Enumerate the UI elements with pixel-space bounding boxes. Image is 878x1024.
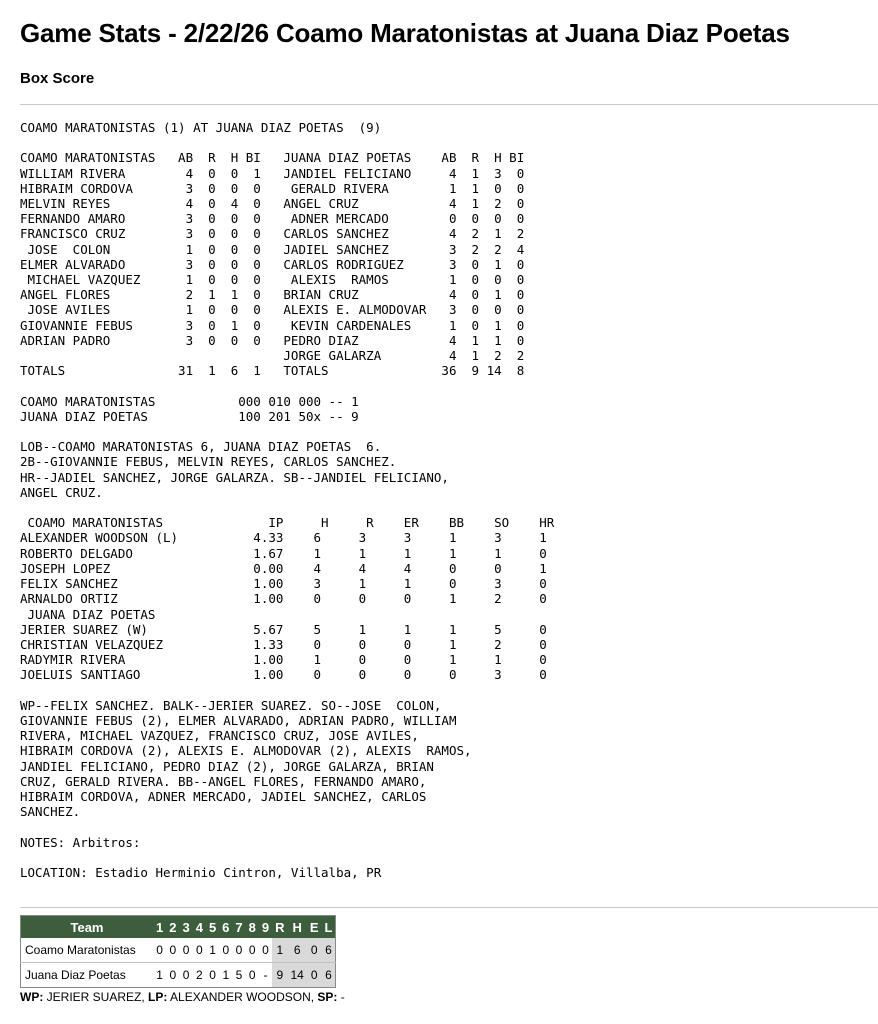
inning-score: 2 (195, 968, 203, 982)
divider (20, 907, 878, 908)
errors-total: 0 (307, 963, 322, 988)
errors-total: 0 (307, 938, 322, 963)
header-inning: 2 (166, 916, 179, 939)
header-inning: 5 (206, 916, 219, 939)
inning-score: - (263, 968, 268, 982)
inning-score: 0 (219, 938, 232, 963)
inning-score: 0 (182, 968, 190, 982)
inning-score: 1 (206, 938, 219, 963)
linescore-table (20, 915, 336, 988)
team-name: Juana Diaz Poetas (25, 968, 126, 982)
saving-pitcher: - (340, 990, 345, 1004)
inning-score: 0 (246, 938, 259, 963)
runs-total: 9 (272, 963, 287, 988)
header-inning: 4 (193, 916, 206, 939)
inning-score: 0 (232, 938, 245, 963)
lp-label: LP: (148, 990, 168, 1004)
pitcher-decisions (20, 990, 345, 1004)
box-score-text: COAMO MARATONISTAS (1) AT JUANA DIAZ POETAS (9) COAMO MARATONISTAS AB R H BI JUANA DIAZ POETAS AB R H BI WILLIAM RIVERA 4 0 0 1 JANDIEL FELICIANO 4 1 3 0 HIBRAIM CORDOVA 3 0 0 0 GERALD RIVERA 1 1 0 0 MELVIN REYES 4 0 4 0 ANGEL CRUZ 4 1 2 0 FERNANDO AMARO 3 0 0 0 ADNER MERCADO 0 0 0 0 FRANCISCO CRUZ 3 0 0 0 CARLOS SANCHEZ 4 2 1 2 JOSE COLON 1 0 0 0 JADIEL SANCHEZ 3 2 2 4 ELMER ALVARADO 3 0 0 0 CARLOS RODRIGUEZ 3 0 1 0 MICHAEL VAZQUEZ 1 0 0 0 ALEXIS RAMOS 1 0 0 0 ANGEL FLORES 2 1 1 0 BRIAN CRUZ 4 0 1 0 JOSE AVILES 1 0 0 0 ALEXIS E. ALMODOVAR 3 0 0 0 GIOVANNIE FEBUS 3 0 1 0 KEVIN CARDENALES 1 0 1 0 ADRIAN PADRO 3 0 0 0 PEDRO DIAZ 4 1 1 0 JORGE GALARZA 4 1 2 2 TOTALS 31 1 6 1 TOTALS 36 9 14 8 COAMO MARATONISTAS 000 010 000 -- 1 JUANA DIAZ POETAS 100 201 50x -- 9 LOB--COAMO MARATONISTAS 6, JUANA DIAZ POETAS 6. 2B--GIOVANNIE FEBUS, MELVIN REYES, CARLOS SANCHEZ. HR--JADIEL SANCHEZ, JORGE GALARZA. SB--JANDIEL FELICIANO, ANGEL CRUZ. COAMO MARATONISTAS IP H R ER BB SO HR ALEXANDER WOODSON (L) 4.33 6 3 3 1 3 1 ROBERTO DELGADO 1.67 1 1 1 1 1 0 JOSEPH LOPEZ 0.00 4 4 4 0 0 1 FELIX SANCHEZ 1.00 3 1 1 0 3 0 ARNALDO ORTIZ 1.00 0 0 0 1 2 0 JUANA DIAZ POETAS JERIER SUAREZ (W) 5.67 5 1 1 1 5 0 CHRISTIAN VELAZQUEZ 1.33 0 0 0 1 2 0 RADYMIR RIVERA 1.00 1 0 0 1 1 0 JOELUIS SANTIAGO 1.00 0 0 0 0 3 0 WP--FELIX SANCHEZ. BALK--JERIER SUAREZ. SO--JOSE COLON, GIOVANNIE FEBUS (2), ELMER ALVARADO, ADRIAN PADRO, WILLIAM RIVERA, MICHAEL VAZQUEZ, FRANCISCO CRUZ, JOSE AVILES, HIBRAIM CORDOVA (2), ALEXIS E. ALMODOVAR (2), ALEXIS RAMOS, JANDIEL FELICIANO, PEDRO DIAZ (2), JORGE GALARZA, BRIAN CRUZ, GERALD RIVERA. BB--ANGEL FLORES, FERNANDO AMARO, HIBRAIM CORDOVA, ADNER MERCADO, JADIEL SANCHEZ, CARLOS SANCHEZ. NOTES: Arbitros: LOCATION: Estadio Herminio Cintron, Villalba, PR (20, 120, 555, 880)
inning-score: 0 (179, 938, 192, 963)
header-errors: E (307, 916, 322, 939)
lob-total: 6 (322, 963, 336, 988)
inning-score: 0 (248, 968, 256, 982)
page-title: Game Stats - 2/22/26 Coamo Maratonistas at Juana Diaz Poetas (20, 18, 790, 48)
header-team: Team (21, 916, 154, 939)
team-name: Coamo Maratonistas (21, 938, 154, 963)
section-title: Box Score (20, 70, 95, 87)
winning-pitcher: JERIER SUAREZ, (46, 990, 145, 1004)
header-inning: 9 (259, 916, 272, 939)
losing-pitcher: ALEXANDER WOODSON, (170, 990, 315, 1004)
lob-total: 6 (322, 938, 336, 963)
inning-score: 0 (193, 938, 206, 963)
header-inning: 6 (219, 916, 232, 939)
header-inning: 3 (179, 916, 192, 939)
inning-score: 1 (156, 968, 163, 982)
divider (20, 104, 878, 105)
wp-label: WP: (20, 990, 44, 1004)
inning-score: 0 (169, 968, 177, 982)
inning-score: 0 (209, 968, 216, 982)
inning-score: 0 (166, 938, 179, 963)
table-row (21, 938, 336, 963)
header-inning: 1 (153, 916, 166, 939)
inning-score: 0 (259, 938, 272, 963)
sp-label: SP: (317, 990, 338, 1004)
header-inning: 8 (246, 916, 259, 939)
hits-total: 6 (288, 938, 307, 963)
header-inning: 7 (232, 916, 245, 939)
table-row (21, 963, 336, 988)
header-runs: R (272, 916, 287, 939)
hits-total: 14 (288, 963, 307, 988)
inning-score: 1 (222, 968, 230, 982)
header-lob: L (322, 916, 336, 939)
linescore-header-row (21, 916, 336, 939)
inning-score: 0 (153, 938, 166, 963)
runs-total: 1 (272, 938, 287, 963)
inning-score: 5 (235, 968, 243, 982)
header-hits: H (288, 916, 307, 939)
